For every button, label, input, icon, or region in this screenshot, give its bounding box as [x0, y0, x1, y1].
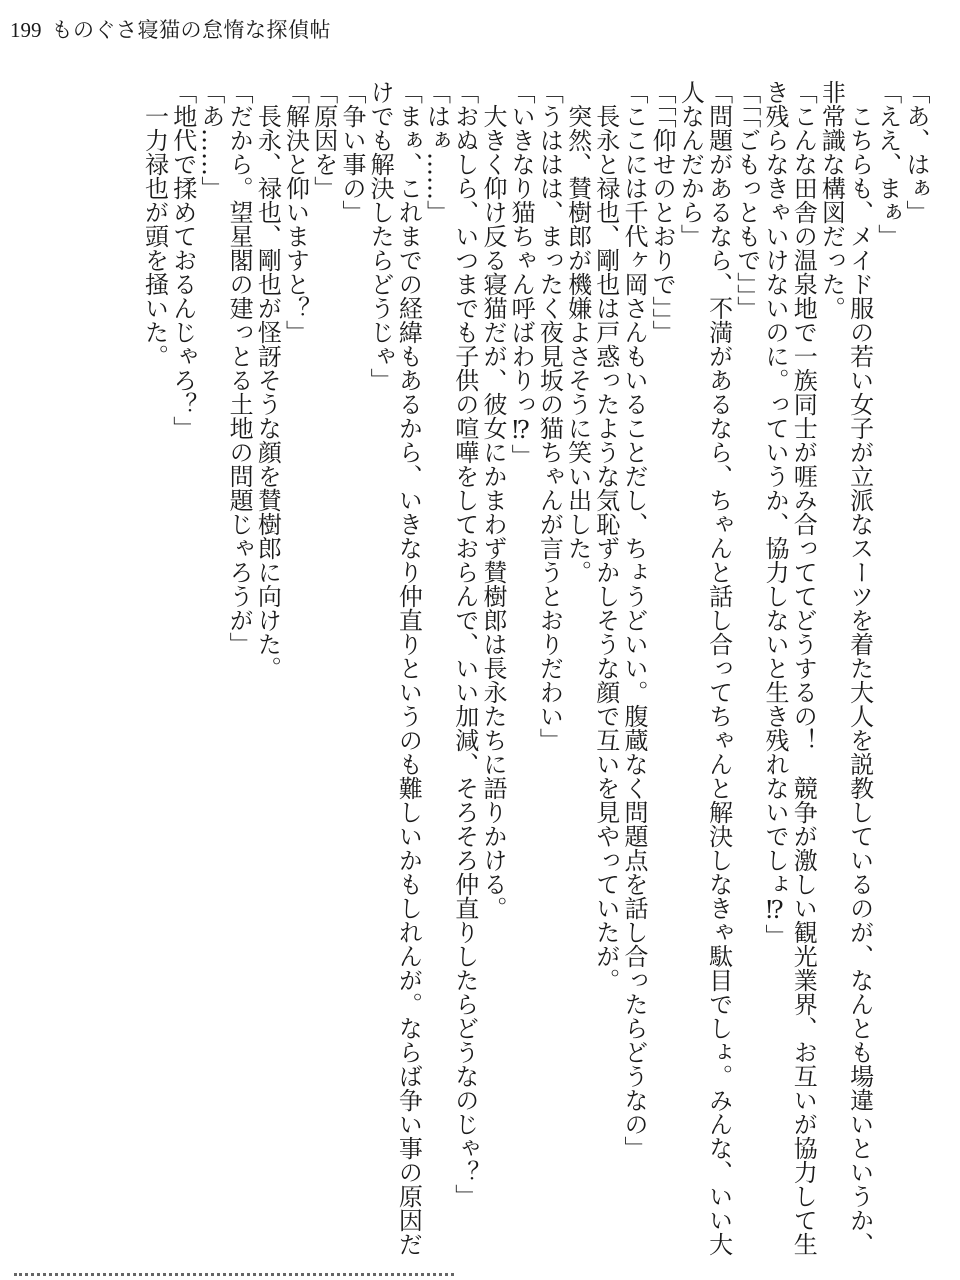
text-line: 「はぁ……」	[422, 80, 451, 224]
text-line: 「おぬしら、いつまでも子供の喧嘩をしておらんで、いい加減、そろそろ仲直りしたらどうなのじゃ？」	[450, 80, 479, 1208]
text-line: 突然、賛樹郎が機嫌よさそうに笑い出した。	[563, 80, 592, 584]
text-line: 「あ……」	[196, 80, 225, 200]
text-line: 「「「ごもっともで」」」	[732, 80, 761, 320]
vertical-body-text	[30, 80, 930, 1260]
footer-dotted-rule	[14, 1273, 454, 1280]
text-line: 「ええ、まぁ」	[873, 80, 902, 248]
text-line: 「うははは、まったく夜見坂の猫ちゃんが言うとおりだわい」	[535, 80, 564, 752]
text-line: 大きく仰け反る寝猫だが、彼女にかまわず賛樹郎は長永たちに語りかける。	[478, 80, 507, 920]
text-line: 長永、禄也、剛也が怪訝そうな顔を賛樹郎に向けた。	[253, 80, 282, 680]
text-line: 「解決と仰いますと？」	[281, 80, 310, 344]
text-line: 「原因を」	[309, 80, 338, 200]
text-line: 「だから。望星閣の建っとる土地の問題じゃろうが」	[225, 80, 254, 656]
text-line: 「あ、はぁ」	[902, 80, 930, 224]
text-line: 「いきなり猫ちゃん呼ばわりっ⁉」	[507, 80, 536, 468]
text-line: 一力禄也が頭を掻いた。	[140, 80, 169, 368]
text-line: 「こんな田舎の温泉地で一族同士が啀み合っててどうするの！ 競争が激しい観光業界、お互いが協力して生き残らなきゃいけないのに。っていうか、協力しないと生き残れないでしょ⁉」	[760, 80, 818, 1256]
text-line: 「「「仰せのとおりで」」」	[648, 80, 677, 344]
text-line: 「争い事の」	[337, 80, 366, 224]
text-line: 「まぁ、これまでの経緯もあるから、いきなり仲直りというのも難しいかもしれんが。ならば争い事の原因だけでも解決したらどうじゃ」	[366, 80, 423, 1256]
text-line: 長永と禄也、剛也は戸惑ったような気恥ずかしそうな顔で互いを見やっていたが。	[591, 80, 620, 992]
text-line: 「問題があるなら、不満があるなら、ちゃんと話し合ってちゃんと解決しなきゃ駄目でしょ。みんな、いい大人なんだから」	[676, 80, 733, 1256]
book-title: ものぐさ寝猫の怠惰な探偵帖	[51, 18, 331, 42]
running-header	[10, 14, 331, 46]
page-number: 199	[10, 18, 42, 42]
text-line: こちらも、メイド服の若い女子が立派なスーツを着た大人を説教しているのが、なんとも場違いというか、非常識な構図だった。	[817, 80, 874, 1256]
text-line: 「地代で揉めておるんじゃろ？」	[168, 80, 197, 440]
text-line: 「ここには千代ヶ岡さんもいることだし、ちょうどいい。腹蔵なく問題点を話し合ったらどうなの」	[619, 80, 648, 1160]
